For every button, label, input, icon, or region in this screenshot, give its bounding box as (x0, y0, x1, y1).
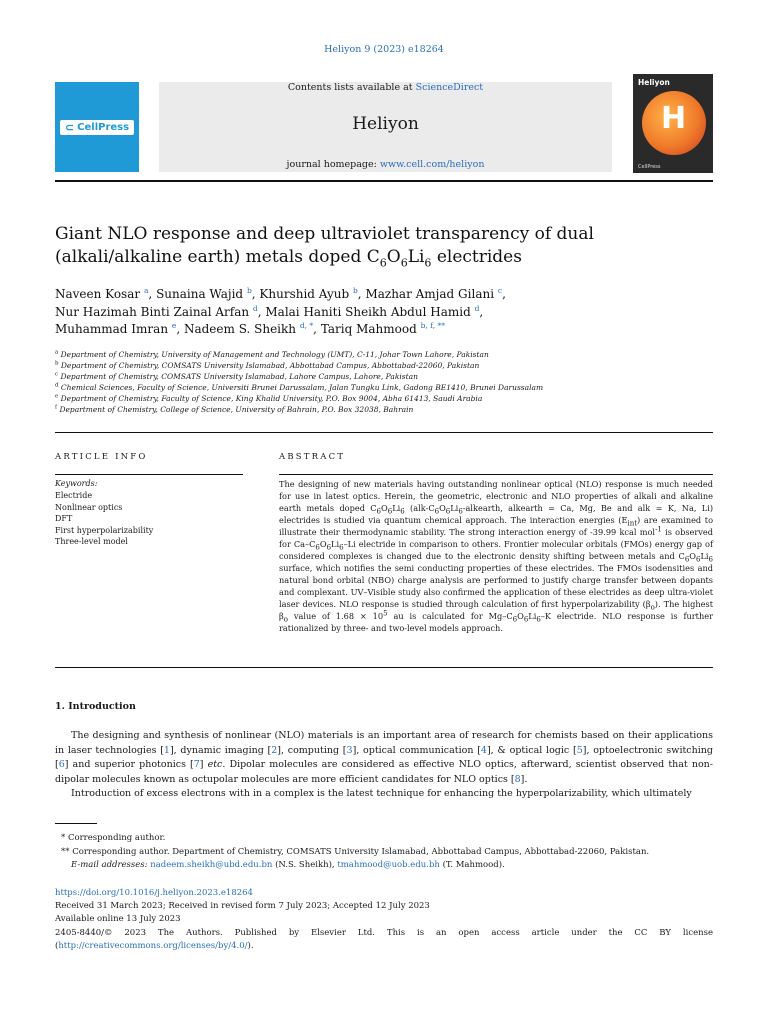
abstract-rule (279, 474, 713, 475)
chem-subscript: 6 (315, 543, 320, 552)
chem-symbol: Li (700, 551, 709, 561)
author-name[interactable]: Khurshid Ayub (259, 287, 350, 301)
journal-name: Heliyon (352, 114, 419, 134)
journal-masthead (159, 82, 612, 172)
chem-symbol: Li (392, 503, 401, 513)
chem-subscript: 6 (326, 543, 332, 552)
intro-paragraph-1 (55, 729, 713, 787)
title-sub-1: 6 (379, 256, 387, 270)
footnote-rule (55, 823, 97, 824)
author-list (55, 286, 713, 339)
author-separator: , (176, 322, 184, 336)
chem-subscript: 6 (376, 507, 381, 516)
chem-symbol: Li (528, 611, 537, 621)
chem-symbol: O (689, 551, 696, 561)
author-affiliation-mark[interactable]: a (143, 286, 149, 295)
cover-publisher: CellPress (638, 164, 661, 170)
title-sub-2: 6 (400, 256, 408, 270)
chem-subscript: 6 (696, 555, 701, 564)
citation-link[interactable]: 4 (480, 744, 487, 756)
title-line-1: Giant NLO response and deep ultraviolet transparency of dual (55, 224, 594, 244)
license-url-line (55, 940, 713, 953)
email-link-sheikh[interactable]: nadeem.sheikh@ubd.edu.bn (150, 860, 273, 870)
author-name[interactable]: Malai Haniti Sheikh Abdul Hamid (265, 304, 471, 319)
citation-link[interactable]: 3 (346, 744, 353, 756)
author-affiliation-mark[interactable]: c (497, 286, 503, 295)
affiliation-item (55, 393, 713, 404)
author-affiliation-mark[interactable]: b (246, 286, 252, 295)
affiliation-text: Department of Chemistry, College of Science, University of Bahrain, P.O. Box 32038, Bahrain (59, 405, 414, 414)
chem-subscript: 6 (434, 507, 440, 516)
chem-symbol: Li (331, 539, 340, 549)
title-o: O (386, 247, 401, 267)
title-line-2: (alkali/alkaline earth) metals doped C (55, 247, 380, 267)
keyword: First hyperpolarizability (55, 525, 154, 535)
chem-subscript: 6 (387, 507, 393, 516)
homepage-line (159, 159, 612, 170)
email-owner: (T. Mahmood). (439, 860, 505, 870)
available-online: Available online 13 July 2023 (55, 914, 181, 925)
unit-superscript: -1 (655, 525, 662, 534)
affiliation-text: Department of Chemistry, COMSATS University Islamabad, Lahore Campus, Lahore, Pakistan (60, 372, 418, 381)
chem-subscript: 6 (445, 507, 451, 516)
email-label: E-mail addresses: (71, 860, 148, 870)
article-info-heading: ARTICLE INFO (55, 452, 148, 462)
author-separator: , (257, 304, 266, 319)
citation-link[interactable]: 6 (58, 759, 65, 770)
journal-cover-thumbnail[interactable] (633, 74, 713, 173)
intro-run: ]. (520, 773, 528, 785)
author-separator: , (251, 287, 260, 301)
intro-run: ], & optical logic [ (486, 744, 577, 756)
author-affiliation-mark[interactable]: d (252, 303, 258, 313)
intro-run: ], computing [ (277, 744, 347, 756)
affiliation-key: a (55, 349, 59, 356)
beta-subscript: o (283, 615, 288, 624)
author-affiliation-mark[interactable]: b, f, ** (420, 321, 445, 330)
author-name[interactable]: Mazhar Amjad Gilani (365, 287, 495, 301)
author-separator: , (502, 287, 506, 301)
abstract-run: ). The highest β (279, 599, 713, 621)
sciencedirect-link[interactable]: ScienceDirect (415, 82, 484, 93)
intro-run: The designing and synthesis of nonlinear (NLO) materials is an important area of research for chemists based on their applications in laser technologies [ (55, 730, 713, 756)
abstract-run: ) are examined to illustrate their thermodynamic stability. The strong interaction energy of -39.99 kcal mol (279, 515, 713, 537)
footnote-emails (55, 859, 713, 873)
affiliation-item (55, 371, 713, 382)
cellpress-text: CellPress (77, 122, 130, 133)
chem-subscript: 6 (536, 615, 541, 624)
author-separator: , (313, 322, 321, 336)
author-separator: , (148, 287, 157, 301)
abstract-run: –Li electride in comparison to others. Frontier molecular orbitals (FMOs) energy gap of considered complexes is changed due to the electronic density shifting between metals and C (279, 539, 713, 561)
keywords-label: Keywords: (55, 479, 98, 488)
author-affiliation-mark[interactable]: d, * (299, 321, 314, 330)
affiliation-key: e (55, 393, 59, 400)
chem-symbol: O (381, 503, 388, 513)
author-name[interactable]: Muhammad Imran (55, 322, 169, 336)
keyword: Three-level model (55, 537, 128, 547)
homepage-link[interactable]: www.cell.com/heliyon (379, 159, 485, 170)
intro-emphasis: etc (207, 759, 223, 770)
abstract-run: au is calculated for Mg–C (387, 611, 513, 621)
chem-subscript: 6 (339, 543, 344, 552)
affiliation-list (55, 349, 713, 415)
chem-symbol: O (517, 611, 524, 621)
affiliation-text: Chemical Sciences, Faculty of Science, Universiti Brunei Darussalam, Jalan Tungku Link, Gadong BE1410, Brunei Darussalam (60, 383, 544, 392)
author-affiliation-mark[interactable]: d (474, 303, 480, 313)
section-heading-introduction: 1. Introduction (55, 701, 136, 712)
header-divider (55, 180, 713, 182)
citation-link[interactable]: 2 (271, 744, 278, 756)
author-affiliation-mark[interactable]: e (171, 321, 177, 330)
contents-prefix: Contents lists available at (287, 82, 416, 93)
cellpress-logo[interactable] (55, 82, 139, 172)
chem-subscript: 6 (523, 615, 529, 624)
affiliation-item (55, 360, 713, 371)
author-name[interactable]: Naveen Kosar (55, 287, 141, 301)
chem-symbol: Li (450, 503, 459, 513)
affiliation-item (55, 404, 713, 415)
section-divider (55, 432, 713, 433)
license-link[interactable]: http://creativecommons.org/licenses/by/4.0/ (58, 940, 248, 951)
abstract-bottom-divider (55, 667, 713, 668)
author-affiliation-mark[interactable]: b (352, 286, 358, 295)
intro-run: . Dipolar molecules are considered as effective NLO optics, afterward, scientist observed that non-dipolar molecules known as octupolar molecules are more efficient candidates for NLO optics [ (55, 759, 713, 785)
license-paren: ( (55, 940, 59, 951)
author-separator: , (479, 304, 484, 319)
author-name[interactable]: Tariq Mahmood (320, 322, 417, 336)
affiliation-text: Department of Chemistry, University of Management and Technology (UMT), C-11, Johar Town Lahore, Pakistan (60, 350, 489, 359)
footnote-corresponding-1 (55, 832, 713, 846)
author-name[interactable]: Nur Hazimah Binti Zainal Arfan (55, 304, 250, 319)
abstract-run: is observed for Ca–C (279, 527, 713, 549)
title-li: Li (407, 247, 425, 267)
beta-subscript: o (650, 603, 655, 612)
abstract-run: surface, which notifies the semi conducting properties of these electrides. The FMOs isodensities and natural bond orbital (NBO) charge analysis are performed to justify charge transfer between dopants and complexant. UV–Visible study also confirmed the application of these electrides as deep ultra-violet laser devices. NLO response is studied through calculation of first hyperpolarizability (β (279, 563, 713, 609)
intro-run: ], dynamic imaging [ (169, 744, 272, 756)
cover-letter: H (661, 101, 687, 136)
chem-subscript: 6 (512, 615, 518, 624)
citation-link[interactable]: 8 (514, 773, 521, 785)
intro-run: ], optoelectronic switching [ (55, 744, 713, 770)
affiliation-item (55, 349, 713, 360)
intro-run: ] and superior photonics [ (64, 759, 194, 770)
keyword: Electride (55, 491, 93, 500)
keywords-list (55, 490, 153, 548)
footnote-text: Corresponding author. Department of Chemistry, COMSATS University Islamabad, Abbottabad Campus, Abbottabad-22060, Pakistan. (69, 846, 650, 857)
intro-run: ], optical communication [ (352, 744, 481, 756)
abstract-run: The designing of new materials having outstanding nonlinear optical (NLO) response is much needed for use in latest optics. Herein, the geometric, electronic and NLO properties of alkali and alkaline earth metals doped C (279, 479, 713, 513)
author-name[interactable]: Sunaina Wajid (156, 287, 244, 301)
abstract-heading: ABSTRACT (279, 452, 346, 462)
affiliation-key: f (55, 404, 58, 411)
title-sub-3: 6 (424, 256, 432, 270)
keyword: DFT (55, 514, 73, 524)
article-metadata (55, 887, 713, 953)
intro-paragraph-2: Introduction of excess electrons with in a complex is the latest technique for enhancing the hyperpolarizability, which ultimately (71, 788, 692, 799)
title-line-2-end: electrides (431, 247, 522, 267)
email-link-mahmood[interactable]: tmahmood@uob.edu.bh (337, 860, 440, 870)
citation-link[interactable]: 1 (163, 744, 170, 756)
author-separator: , (357, 287, 366, 301)
license-paren: ). (247, 940, 254, 951)
intro-run: ] (199, 759, 208, 770)
email-owner: (N.S. Sheikh), (272, 860, 338, 870)
contents-line (159, 82, 612, 93)
homepage-prefix: journal homepage: (286, 159, 380, 170)
keyword: Nonlinear optics (55, 502, 123, 512)
chem-symbol: O (439, 503, 446, 513)
abstract-run: value of 1.68 × 10 (287, 611, 384, 621)
article-title (55, 223, 713, 269)
footnote-corresponding-2 (55, 846, 713, 860)
exponent: 5 (383, 609, 388, 618)
footnote-mark: ** (61, 846, 70, 857)
abstract-run: (alk-C (404, 503, 435, 513)
cellpress-badge (60, 120, 134, 135)
abstract-text (279, 478, 713, 634)
affiliation-key: b (55, 360, 59, 367)
article-info-rule (55, 474, 243, 475)
footnote-text: Corresponding author. (65, 833, 166, 843)
abstract-run: –K electride. NLO response is further rationalized by three- and two-level models approach. (279, 611, 713, 633)
affiliation-key: d (55, 382, 59, 389)
citation-link[interactable]: 7 (193, 759, 200, 770)
footnote-mark: * (61, 833, 66, 843)
chem-subscript: 6 (458, 507, 463, 516)
chem-symbol: O (319, 539, 327, 549)
abstract-run: -alkearth, alkearth = Ca, Mg, Be and alk = K, Na, Li) electrides is studied via quantum chemical approach. The interaction energies (E (279, 503, 714, 525)
doi-link[interactable]: https://doi.org/10.1016/j.heliyon.2023.e18264 (55, 888, 253, 898)
affiliation-item (55, 382, 713, 393)
affiliation-text: Department of Chemistry, Faculty of Science, King Khalid University, P.O. Box 9004, Abha 61413, Saudi Arabia (60, 394, 483, 403)
journal-reference[interactable]: Heliyon 9 (2023) e18264 (324, 44, 444, 55)
citation-link[interactable]: 5 (576, 744, 583, 756)
license-statement: 2405-8440/© 2023 The Authors. Published by Elsevier Ltd. This is an open access article under the CC BY license (55, 927, 713, 938)
affiliation-text: Department of Chemistry, COMSATS University Islamabad, Abbottabad Campus, Abbottabad-22060, Pakistan (60, 361, 480, 370)
received-dates: Received 31 March 2023; Received in revised form 7 July 2023; Accepted 12 July 2023 (55, 901, 430, 912)
footnotes (55, 832, 713, 873)
affiliation-key: c (55, 371, 59, 378)
cellpress-logo-icon: ⊂ (64, 121, 75, 134)
cover-title: Heliyon (638, 78, 670, 87)
energy-subscript: int (627, 519, 638, 528)
chem-subscript: 6 (708, 555, 713, 564)
chem-subscript: 6 (684, 555, 690, 564)
author-name[interactable]: Nadeem S. Sheikh (183, 322, 297, 336)
chem-subscript: 6 (400, 507, 405, 516)
